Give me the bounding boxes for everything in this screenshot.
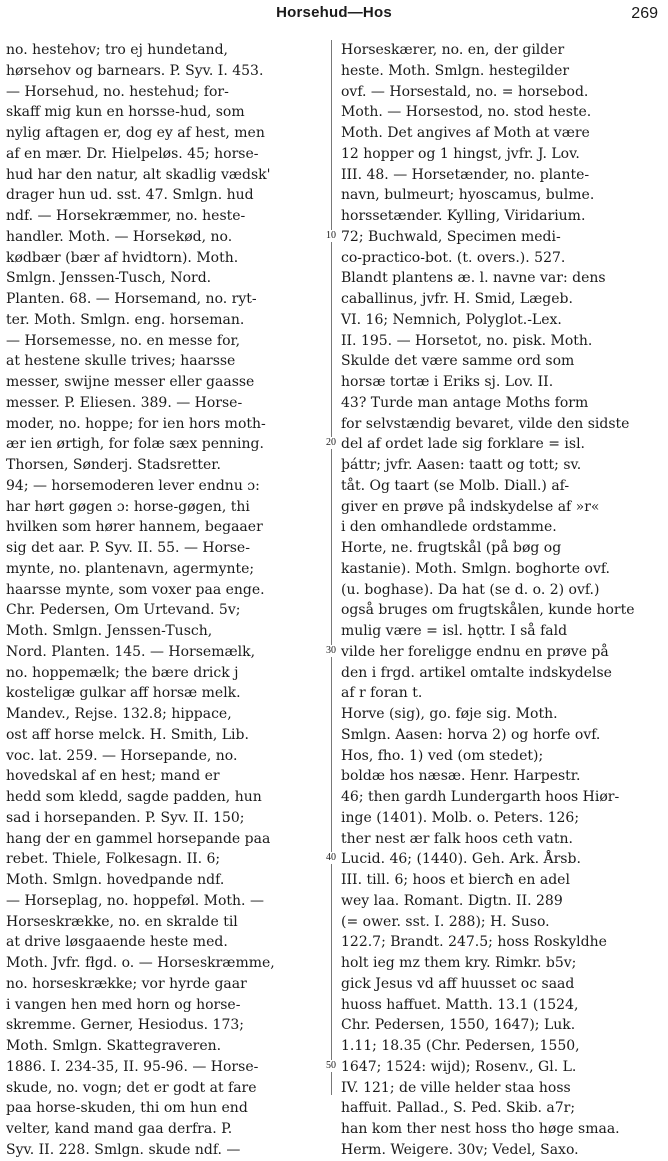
- line-number-40: 40: [326, 852, 336, 863]
- text-line: horssetænder. Kylling, Viridarium.: [341, 208, 586, 224]
- text-line: — Horsemesse, no. en messe for,: [6, 332, 241, 349]
- text-line: ter. Moth. Smlgn. eng. horseman.: [6, 311, 245, 328]
- text-line: ovf. — Horsestald, no. = horsebod.: [341, 83, 589, 100]
- text-line: vilde her foreligge endnu en prøve på: [341, 643, 609, 660]
- left-column: [6, 40, 324, 1158]
- line-number-20: 20: [326, 437, 336, 448]
- text-line: Skulde det være samme ord som: [341, 353, 575, 370]
- text-line: 1886. I. 234-35, II. 95-96. — Horse-: [6, 1058, 259, 1075]
- text-line: del af ordet lade sig forklare = isl.: [341, 436, 586, 453]
- text-line: horsæ tortæ i Eriks sj. Lov. II.: [341, 374, 554, 390]
- text-line: handler. Moth. — Horsekød, no.: [6, 228, 233, 245]
- text-line: no. hoppemælk; the bære drick j: [6, 664, 239, 681]
- text-line: VI. 16; Nemnich, Polyglot.-Lex.: [341, 311, 562, 328]
- text-line: Horseskrække, no. en skralde til: [6, 913, 238, 930]
- text-line: IV. 121; de ville helder staa hoss: [341, 1079, 571, 1096]
- text-line: rebet. Thiele, Folkesagn. II. 6;: [6, 851, 221, 868]
- text-line: paa horse-skuden, thi om hun end: [6, 1100, 248, 1117]
- text-line: Moth. Jvfr. fłgd. o. — Horseskræmme,: [6, 955, 275, 971]
- text-line: — Horsehud, no. hestehud; for-: [6, 83, 229, 100]
- text-line: har hørt gøgen ɔ: horse-gøgen, thi: [6, 498, 250, 515]
- text-line: inge (1401). Molb. o. Peters. 126;: [341, 809, 580, 826]
- text-line: voc. lat. 259. — Horsepande, no.: [6, 747, 238, 764]
- text-line: 72; Buchwald, Specimen medi-: [341, 228, 561, 245]
- text-line: af en mær. Dr. Hielpeløs. 45; horse-: [6, 145, 259, 162]
- text-line: ndf. — Horsekræmmer, no. heste-: [6, 208, 246, 224]
- text-line: 12 hopper og 1 hingst, jvfr. J. Lov.: [341, 145, 580, 162]
- text-line: Lucid. 46; (1440). Geh. Ark. Årsb.: [341, 851, 581, 868]
- text-line: no. hestehov; tro ej hundetand,: [6, 42, 228, 58]
- text-line: Mandev., Rejse. 132.8; hippace,: [6, 706, 232, 722]
- text-line: Moth. — Horsestod, no. stod heste.: [341, 104, 592, 121]
- text-line: kødbær (bær af hvidtorn). Moth.: [6, 249, 239, 266]
- page-number: 269: [631, 5, 658, 22]
- text-line: i den omhandlede ordstamme.: [341, 519, 557, 536]
- text-line: heste. Moth. Smlgn. hestegilder: [341, 62, 570, 79]
- running-header: Horsehud—Hos: [276, 4, 392, 21]
- text-line: af r foran t.: [341, 685, 423, 702]
- text-line: Horve (sig), go. føje sig. Moth.: [341, 706, 558, 722]
- text-line: 46; then gardh Lundergarth hoos Hiør-: [341, 789, 620, 805]
- text-line: Moth. Smlgn. Jenssen-Tusch,: [6, 623, 213, 639]
- text-line: — Horseplag, no. hoppeføl. Moth. —: [6, 892, 264, 909]
- text-line: haffuit. Pallad., S. Ped. Skib. a7r;: [341, 1100, 576, 1117]
- text-line: 1.11; 18.35 (Chr. Pedersen, 1550,: [341, 1038, 580, 1054]
- text-line: skude, no. vogn; det er godt at fare: [6, 1079, 257, 1096]
- text-line: (u. boghase). Da hat (se d. o. 2) ovf.): [341, 581, 600, 598]
- text-line: Smlgn. Aasen: horva 2) og horfe ovf.: [341, 726, 601, 743]
- text-line: moder, no. hoppe; for ien hors moth-: [6, 415, 266, 432]
- text-line: wey laa. Romant. Digtn. II. 289: [341, 892, 563, 909]
- line-number-50: 50: [326, 1060, 336, 1071]
- text-line: 43? Turde man antage Moths form: [341, 394, 589, 411]
- text-line: hovedskal af en hest; mand er: [6, 768, 220, 785]
- text-line: sig det aar. P. Syv. II. 55. — Horse-: [6, 540, 250, 556]
- text-line: Moth. Smlgn. Skattegraveren.: [6, 1038, 222, 1054]
- text-line: at hestene skulle trives; haarsse: [6, 353, 236, 370]
- text-line: navn, bulmeurt; hyoscamus, bulme.: [341, 187, 595, 204]
- text-line: Moth. Det angives af Moth at være: [341, 125, 590, 141]
- text-line: velter, kand mand gaa derfra. P.: [6, 1121, 233, 1137]
- text-line: messer. P. Eliesen. 389. — Horse-: [6, 394, 243, 411]
- text-line: den i frgd. artikel omtalte indskydelse: [341, 664, 612, 681]
- text-line: boldæ hos næsæ. Henr. Harpestr.: [341, 768, 581, 785]
- text-line: drager hun ud. sst. 47. Smlgn. hud: [6, 187, 254, 204]
- right-column: [341, 40, 659, 1158]
- text-line: Nord. Planten. 145. — Horsemælk,: [6, 643, 256, 660]
- text-line: Horseskærer, no. en, der gilder: [341, 42, 565, 58]
- text-line: Chr. Pedersen, Om Urtevand. 5v;: [6, 602, 241, 619]
- text-line: skremme. Gerner, Hesiodus. 173;: [6, 1017, 244, 1034]
- text-line: hedd som kledd, sagde padden, hun: [6, 789, 262, 805]
- text-line: II. 195. — Horsetot, no. pisk. Moth.: [341, 332, 593, 349]
- text-line: for selvstændig bevaret, vilde den sidste: [341, 415, 630, 432]
- text-line: haarsse mynte, som voxer paa enge.: [6, 581, 265, 598]
- text-line: Hos, fho. 1) ved (om stedet);: [341, 747, 544, 764]
- text-line: huoss haffuet. Matth. 13.1 (1524,: [341, 996, 579, 1013]
- text-line: (= ower. sst. I. 288); H. Suso.: [341, 913, 550, 930]
- text-line: mulig være = isl. hǫttr. I så fald: [341, 623, 568, 639]
- text-line: også bruges om frugtskålen, kunde horte: [341, 602, 635, 619]
- text-line: nylig aftagen er, dog ey af hest, men: [6, 125, 265, 141]
- text-line: hvilken som hører hannem, begaaer: [6, 519, 263, 536]
- text-line: giver en prøve på indskydelse af »r«: [341, 498, 600, 515]
- text-line: III. till. 6; hoos et biercħ en adel: [341, 872, 570, 888]
- text-line: holt ieg mz them kry. Rimkr. b5v;: [341, 955, 577, 971]
- text-line: hud har den natur, alt skadlig vædsk': [6, 166, 271, 183]
- text-line: Syv. II. 228. Smlgn. skude ndf. —: [6, 1141, 241, 1158]
- text-line: hørsehov og barnears. P. Syv. I. 453.: [6, 62, 264, 79]
- text-line: Thorsen, Sønderj. Stadsretter.: [6, 457, 221, 473]
- text-line: hang der en gammel horsepande paa: [6, 830, 271, 847]
- text-line: gick Jesus vd aff huusset oc saad: [341, 975, 575, 992]
- text-line: Blandt plantens æ. l. navne var: dens: [341, 270, 606, 287]
- text-line: ær ien ørtigh, for folæ sæx penning.: [6, 436, 264, 453]
- text-line: Moth. Smlgn. hovedpande ndf.: [6, 872, 225, 888]
- text-line: Chr. Pedersen, 1550, 1647); Luk.: [341, 1017, 576, 1034]
- line-number-30: 30: [326, 645, 336, 656]
- text-line: Horte, ne. frugtskål (på bøg og: [341, 540, 562, 556]
- text-line: Herm. Weigere. 30v; Vedel, Saxo.: [341, 1141, 579, 1158]
- text-line: sad i horsepanden. P. Syv. II. 150;: [6, 809, 245, 826]
- text-line: no. horseskrække; vor hyrde gaar: [6, 975, 247, 992]
- text-line: co-practico-bot. (t. overs.). 527.: [341, 249, 566, 266]
- text-line: Planten. 68. — Horsemand, no. ryt-: [6, 291, 257, 307]
- text-line: han kom ther nest hoss tho høge smaa.: [341, 1121, 620, 1137]
- text-line: 1647; 1524: wijd); Rosenv., Gl. L.: [341, 1058, 577, 1075]
- text-line: Smlgn. Jenssen-Tusch, Nord.: [6, 270, 212, 287]
- text-line: þáttr; jvfr. Aasen: taatt og tott; sv.: [341, 457, 582, 473]
- text-line: 94; — horsemoderen lever endnu ɔ:: [6, 477, 260, 494]
- column-divider: [331, 40, 332, 1095]
- text-line: mynte, no. plantenavn, agermynte;: [6, 560, 255, 577]
- text-line: ther nest ær falk hoos ceth vatn.: [341, 830, 573, 847]
- text-line: i vangen hen med horn og horse-: [6, 996, 241, 1013]
- text-line: kosteligæ gulkar aff horsæ melk.: [6, 685, 241, 702]
- text-line: messer, swijne messer eller gaasse: [6, 374, 255, 390]
- text-line: kastanie). Moth. Smlgn. boghorte ovf.: [341, 560, 610, 577]
- text-line: tåt. Og taart (se Molb. Diall.) af-: [341, 477, 570, 494]
- line-number-10: 10: [326, 230, 336, 241]
- text-line: III. 48. — Horsetænder, no. plante-: [341, 166, 590, 183]
- text-line: 122.7; Brandt. 247.5; hoss Roskyldhe: [341, 934, 607, 951]
- text-line: at drive løsgaaende heste med.: [6, 934, 228, 951]
- text-line: ost aff horse melck. H. Smith, Lib.: [6, 726, 249, 743]
- text-line: caballinus, jvfr. H. Smid, Lægeb.: [341, 291, 573, 307]
- text-line: skaff mig kun en horsse-hud, som: [6, 104, 245, 121]
